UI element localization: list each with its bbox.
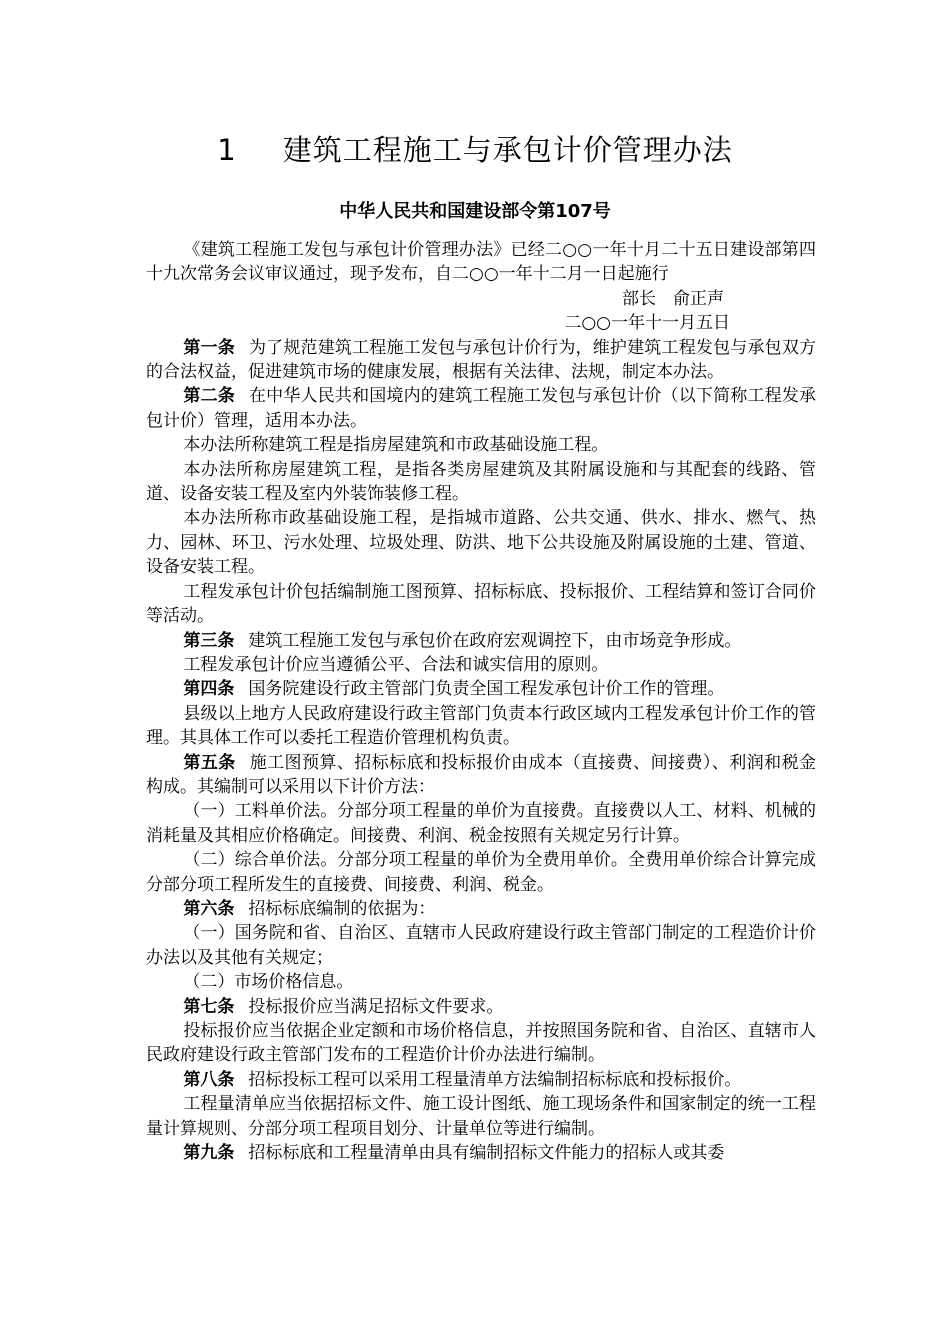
page-title xyxy=(0,128,950,169)
paragraph-text: 招标投标工程可以采用工程量清单方法编制招标标底和投标报价。 xyxy=(248,1069,742,1090)
article-number: 第六条 xyxy=(183,898,235,919)
article-paragraph xyxy=(146,629,816,653)
title-text: 建筑工程施工与承包计价管理办法 xyxy=(282,133,733,167)
article-paragraph xyxy=(146,677,816,701)
article-number: 第九条 xyxy=(183,1143,235,1164)
body-paragraph xyxy=(146,970,816,994)
paragraph-text: （一）国务院和省、自治区、直辖市人民政府建设行政主管部门制定的工程造价计价办法以及其他有关规定； xyxy=(146,923,816,968)
article-number: 第四条 xyxy=(183,679,235,700)
paragraph-text: （二）综合单价法。分部分项工程量的单价为全费用单价。全费用单价综合计算完成分部分项工程所发生的直接费、间接费、利润、税金。 xyxy=(146,850,816,895)
paragraph-text: 为了规范建筑工程施工发包与承包计价行为，维护建筑工程发包与承包双方的合法权益，促进建筑市场的健康发展，根据有关法律、法规，制定本办法。 xyxy=(146,337,817,383)
preamble-paragraph: 《建筑工程施工发包与承包计价管理办法》已经二○○一年十月二十五日建设部第四十九次常务会议审议通过，现予发布，自二○○一年十二月一日起施行 xyxy=(146,240,816,285)
body-paragraph xyxy=(146,702,816,751)
body-paragraph xyxy=(146,580,816,629)
body-paragraph xyxy=(146,921,816,970)
article-number: 第七条 xyxy=(183,996,235,1017)
article-paragraph xyxy=(146,1141,816,1165)
body-paragraph xyxy=(146,433,816,457)
article-paragraph xyxy=(146,384,816,433)
article-paragraph xyxy=(146,751,816,800)
paragraph-text: 工程发承包计价包括编制施工图预算、招标标底、投标报价、工程结算和签订合同价等活动。 xyxy=(146,581,816,627)
paragraph-text: 国务院建设行政主管部门负责全国工程发承包计价工作的管理。 xyxy=(248,679,725,700)
article-number: 第一条 xyxy=(183,337,235,358)
paragraph-text: 投标报价应当依据企业定额和市场价格信息，并按照国务院和省、自治区、直辖市人民政府建设行政主管部门发布的工程造价计价办法进行编制。 xyxy=(146,1021,816,1066)
sign-date-line: 二○○一年十一月五日 xyxy=(564,313,730,334)
paragraph-text: 招标标底和工程量清单由具有编制招标文件能力的招标人或其委 xyxy=(248,1143,725,1164)
decree-subtitle: 中华人民共和国建设部令第107号 xyxy=(339,201,611,222)
article-paragraph xyxy=(146,995,816,1019)
paragraph-text: 本办法所称房屋建筑工程，是指各类房屋建筑及其附属设施和与其配套的线路、管道、设备安装工程及室内外装饰装修工程。 xyxy=(146,459,816,505)
article-paragraph xyxy=(146,897,816,921)
paragraph-text: 建筑工程施工发包与承包价在政府宏观调控下，由市场竞争形成。 xyxy=(248,630,742,651)
document-body xyxy=(146,238,816,1165)
article-number: 第二条 xyxy=(183,386,235,407)
paragraph-text: 本办法所称建筑工程是指房屋建筑和市政基础设施工程。 xyxy=(183,435,609,456)
body-paragraph xyxy=(146,506,816,579)
title-number: 1 xyxy=(217,133,237,167)
body-paragraph xyxy=(146,653,816,677)
body-paragraph xyxy=(146,458,816,507)
paragraph-text: 招标标底编制的依据为： xyxy=(248,898,436,919)
article-number: 第八条 xyxy=(183,1069,235,1090)
signature-line: 部长 俞正声 xyxy=(622,288,724,309)
article-list xyxy=(146,336,816,1166)
article-number: 第三条 xyxy=(183,630,235,651)
body-paragraph xyxy=(146,799,816,848)
paragraph-text: 投标报价应当满足招标文件要求。 xyxy=(248,996,504,1017)
body-paragraph xyxy=(146,1092,816,1141)
body-paragraph xyxy=(146,1019,816,1068)
paragraph-text: 施工图预算、招标标底和投标报价由成本（直接费、间接费）、利润和税金构成。其编制可以采用以下计价方法： xyxy=(146,752,817,797)
body-paragraph xyxy=(146,848,816,897)
article-paragraph xyxy=(146,336,816,385)
article-number: 第五条 xyxy=(183,752,236,773)
paragraph-text: （一）工料单价法。分部分项工程量的单价为直接费。直接费以人工、材料、机械的消耗量及其相应价格确定。间接费、利润、税金按照有关规定另行计算。 xyxy=(146,801,816,846)
paragraph-text: 在中华人民共和国境内的建筑工程施工发包与承包计价（以下简称工程发承包计价）管理，适用本办法。 xyxy=(146,386,817,431)
paragraph-text: （二）市场价格信息。 xyxy=(183,972,354,993)
paragraph-text: 本办法所称市政基础设施工程，是指城市道路、公共交通、供水、排水、燃气、热力、园林、环卫、污水处理、垃圾处理、防洪、地下公共设施及附属设施的土建、管道、设备安装工程。 xyxy=(146,508,816,578)
paragraph-text: 工程发承包计价应当遵循公平、合法和诚实信用的原则。 xyxy=(183,654,609,675)
article-paragraph xyxy=(146,1068,816,1092)
paragraph-text: 工程量清单应当依据招标文件、施工设计图纸、施工现场条件和国家制定的统一工程量计算规则、分部分项工程项目划分、计量单位等进行编制。 xyxy=(146,1094,816,1139)
paragraph-text: 县级以上地方人民政府建设行政主管部门负责本行政区域内工程发承包计价工作的管理。其具体工作可以委托工程造价管理机构负责。 xyxy=(146,703,816,749)
